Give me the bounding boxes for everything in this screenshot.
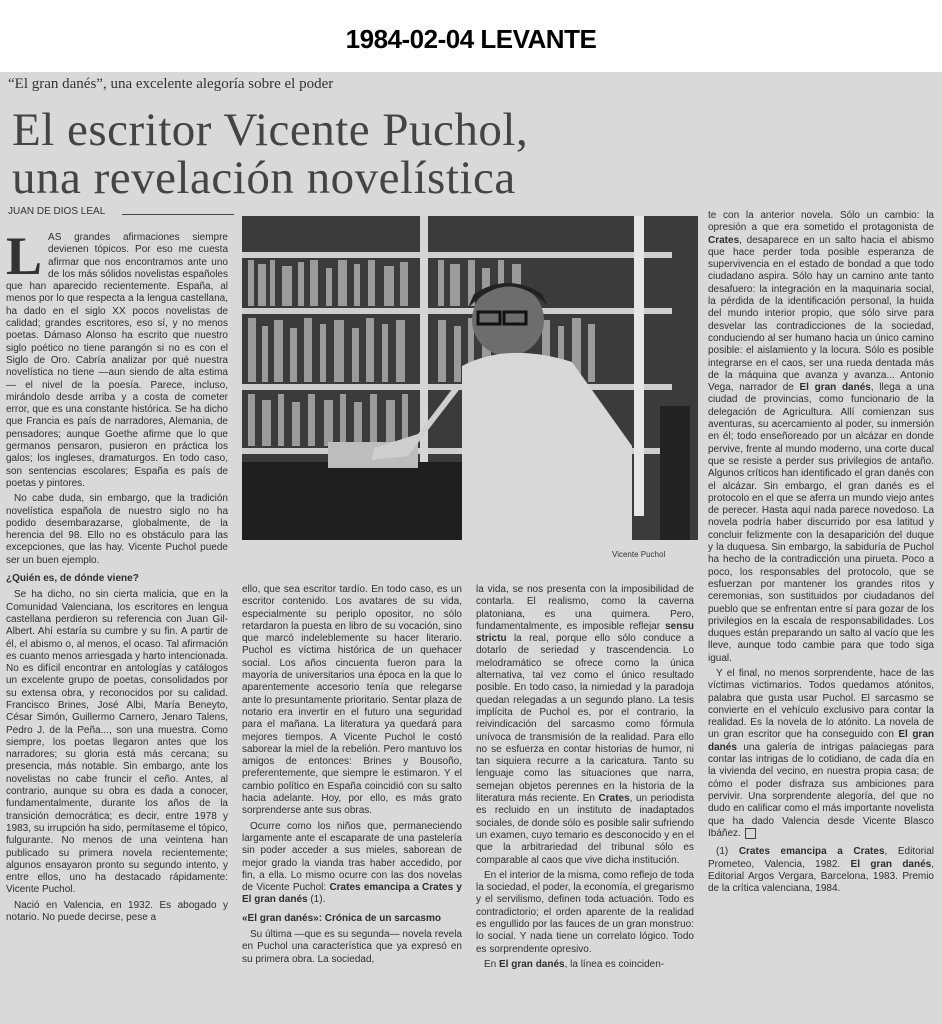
- end-mark-icon: [745, 828, 756, 839]
- drop-cap: L: [6, 226, 43, 286]
- paragraph: ello, que sea escritor tardío. En todo caso, es un escritor contenido. Los avatares de su vida, especialmente su periplo opositor, no sólo retardaron la puesta en libro de su vocación, sino que marcó indeleblemente su hacer literario. Puchol es víctima histórica de un quehacer social. Los años cincuenta fueron para la mayoría de universitarios una época en la que lo aparentemente accesorio tenía que relegarse ante lo presuntamente prioritario. Sentar plaza de notario era invertir en el futuro una seguridad para el mañana. La literatura ya quedará para mejores tiempos. A Vicente Puchol le costó saborear la miel de la rebelión. Pero mantuvo los amigos de entonces: Brines y Bousoño, preferentemente, que siempre le estimaron. Y el cambio político en España coincidió con su salto hacia adelante. Hoy, por ello, es más grato sorprenderse ante sus obras.: [242, 584, 462, 817]
- headline-line-1: El escritor Vicente Puchol,: [12, 104, 529, 156]
- byline-rule: [122, 214, 234, 215]
- paragraph: la vida, se nos presenta con la imposibilidad de contarla. El realismo, como la caverna platoniana, es una quimera. Pero, fundamentalmente, es imposible reflejar sensu strictu la real, porque ello sólo conduce a dotarlo de seriedad y trascendencia. Lo melodramático se ofrece como la única alternativa, tal vez como el único resultado posible. En todo caso, la nimiedad y la paradoja quedan relegadas a un segundo plano. La tesis implícita de Puchol es, por el contrario, la reivindicación del sarcasmo como fórmula unívoca de transmisión de la realidad. Para ello no se esfuerza en contar historias de humor, ni tan siquiera recurre a la caricatura. Tanto su lenguaje como las situaciones que narra, semejan objetos perennes en la historia de la literatura más reciente. En Crates, un periodista es recluido en un instituto de inadaptados sociales, de donde sólo es posible salir sufriendo un examen, cuyo temario es desconocido y en el que la arbitrariedad del tribunal sólo es comparable al caos que vive dicha institución.: [476, 584, 694, 866]
- paragraph: En El gran danés, la línea es coinciden-: [484, 958, 665, 970]
- book-titles: Crates emancipa a Crates y El gran danés: [242, 882, 462, 906]
- paragraph: Y el final, no menos sorprendente, hace de las víctimas victimarios. Todos quedamos atónitos, palabra que gusta usar Puchol. El sarcasmo se convierte en el vehículo exclusivo para contar la realidad. Es la novela de lo atónito. La novela de un gran escritor que ha conseguido con El gran danés una galería de intrigas palaciegas para contar las intrigas de lo cotidiano, de cada día en la vivienda del vecino, en nuestra propia casa; de cómo el poder disfraza sus ambiciones para pervivir. Una sorprendente alegoría, del que no dudo en calificar como el más importante novelista que ha dado Valencia desde Vicente Blasco Ibáñez.: [708, 667, 934, 839]
- kicker: “El gran danés”, una excelente alegoría sobre el poder: [8, 76, 334, 92]
- paragraph: Su última —que es su segunda— novela revela en Puchol una característica que ya expresó en su primera obra. La sociedad,: [242, 929, 462, 965]
- paragraph: LAS grandes afirmaciones siempre devienen tópicos. Por eso me cuesta afirmar que nos encontramos ante uno de los más sólidos novelistas españoles que han aparecido recientemente. España, al menos por lo que respecta a la lengua castellana, ha dado en el siglo XX pocos novelistas de calidad; grandes escritores, eso sí, y no menos poetas. Dámaso Alonso ha escrito que nuestro siglo poético no tiene parangón si no es con el Siglo de Oro. Cabría analizar por qué nuestra novelística no tiene —aun siendo de alta estima— el nivel de la poesía. Parece, incluso, mirándolo desde arriba y a costa de cometer error, que es una constante histórica. Se ha dicho que Francia es país de narradores, Alemania, de pensadores; aunque Goethe afirme que lo que germanos pensaron, pusieron en práctica los galos; los ingleses, dramaturgos. En todo caso, son sentencias escolares; España es país de poetas y pintores.: [6, 226, 228, 489]
- headline-line-2: una revelación novelística: [12, 152, 516, 204]
- paragraph: Ocurre como los niños que, permaneciendo largamente ante el escaparate de una pastelería sin poder acceder a sus mieles, saborean de mejor grado la vianda tras haber accedido, por fin, a ella. Lo mismo ocurre con las dos novelas de Vicente Puchol: Crates emancipa a Crates y El gran danés (1).: [242, 820, 462, 906]
- headline: [12, 106, 732, 202]
- article-column-3: [476, 584, 694, 974]
- paragraph: te con la anterior novela. Sólo un cambio: la opresión a que era sometido el protagonista de Crates, desaparece en un salto hacia el abismo que hace perder toda posible esperanza de supervivencia en el estado de bondad a que todo ciudadano aspira. Sólo hay un camino ante tanto desafuero: la integración en la maquinaria social, la pérdida de la identificación personal, la huida del mundo interior propio, que sólo sirve para desvelar las contradicciones de la sociedad, conduciendo al ser humano hacia un único camino posible: el aislamiento y la locura. Sólo es posible integrarse en el caos, ser una rueda dentada más de la máquina que avanza y avanza... Antonio Vega, narrador de El gran danés, llega a una ciudad de provincias, como funcionario de la delegación de Agricultura. Allí comienzan sus aventuras, su acercamiento al poder, su inmersión en él; todo enseñoreado por un alcázar en donde pervive, frente al mundo moderno, una corte ducal que se resiste a perder sus privilegios de antaño. Algunos críticos han identificado el gran danés con el alcázar. Sin embargo, el gran danés es el protocolo en el que se aferra un mundo viejo antes de perecer. Hasta aquí nada parece novedoso. La novela podría haber discurrido por esa latitud y concluir felizmente con la desaparición del duque y la duquesa. Sin embargo, la sabiduría de Puchol ha hecho de la contradicción una pirueta. Poco a poco, los responsables del protocolo, que se esfuerzan por mantener los grandes ritos y ceremonias, son sustituidos por ciudadanos del pueblo que se enfrentan entre sí para gozar de los privilegios en la escala de responsabilidades. Los duques están preparando un salto al vacío que les lleve, aunque todo cambie para que todo siga igual.: [708, 210, 935, 664]
- author-photo: [242, 216, 698, 540]
- newspaper-clipping: [0, 72, 942, 1024]
- paragraph: Se ha dicho, no sin cierta malicia, que en la Comunidad Valenciana, los escritores en lengua castellana perdieron su referencia con Juan Gil-Albert. Ahí estaría su cumbre y su fin. A partir de él, el abismo o, al menos, el ocaso. Tal afirmación es cuanto menos arriesgada y harto intencionada. No es difícil encontrar en antologías y catálogos un excelente grupo de poetas, consolidados por su extensa obra, y reconocidos por su calidad. Francisco Brines, José Albi, María Beneyto, César Simón, Guillermo Carnero, Jenaro Talens, Pedro J. de la Peña..., son una muestra. Como siempre, los poetas llegaron antes que los narradores; su gloria está más cercana; su presencia, más notable. Sin embargo, ante los novelistas no cabe fruncir el ceño. Antes, al contrario, aunque su obra es dada a conocer, fundamentalmente, durante los años de la transición democrática; es decir, entre 1978 y 1983, su irrupción ha sido, permítaseme el tópico, fulgurante. No menos de una veintena han publicado su primera novela recientemente; algunos ensayaron pronto su segundo intento, y entre ellos, uno ha destacado rápidamente: Vicente Puchol.: [6, 589, 228, 896]
- paragraph: Nació en Valencia, en 1932. Es abogado y notario. No puede decirse, pese a: [6, 899, 228, 924]
- article-column-1: [6, 226, 228, 927]
- author-photo-image: [242, 216, 698, 540]
- article-column-4: [708, 210, 934, 898]
- archive-date-stamp: 1984-02-04 LEVANTE: [345, 24, 597, 54]
- photo-caption: Vicente Puchol: [612, 550, 666, 559]
- paragraph: En el interior de la misma, como reflejo de toda la sociedad, el poder, la economía, el gregarismo y el servilismo, definen toda actuación. Todo es contradictorio; el orden aparente de la realidad es engullido por las fauces de un gran monstruo: lo social. Y nada tiene un correlato lógico. Todo es sorprendente opresivo.: [476, 869, 694, 955]
- paragraph: No cabe duda, sin embargo, que la tradición novelística española de nuestro siglo no ha podido desembarazarse, globalmente, de la herencia del 98. Ello no es obstáculo para las excepciones, que las hay. Vicente Puchol puede ser un buen ejemplo.: [6, 493, 228, 566]
- byline: JUAN DE DIOS LEAL: [8, 206, 106, 217]
- footnote: (1) Crates emancipa a Crates, Editorial Prometeo, Valencia, 1982. El gran danés, Editorial Argos Vergara, Barcelona, 1983. Premio de la crítica valenciana, 1984.: [708, 846, 935, 895]
- subheading: «El gran danés»: Crónica de un sarcasmo: [242, 912, 441, 924]
- article-column-2: [242, 584, 462, 969]
- subheading: ¿Quién es, de dónde viene?: [6, 573, 139, 585]
